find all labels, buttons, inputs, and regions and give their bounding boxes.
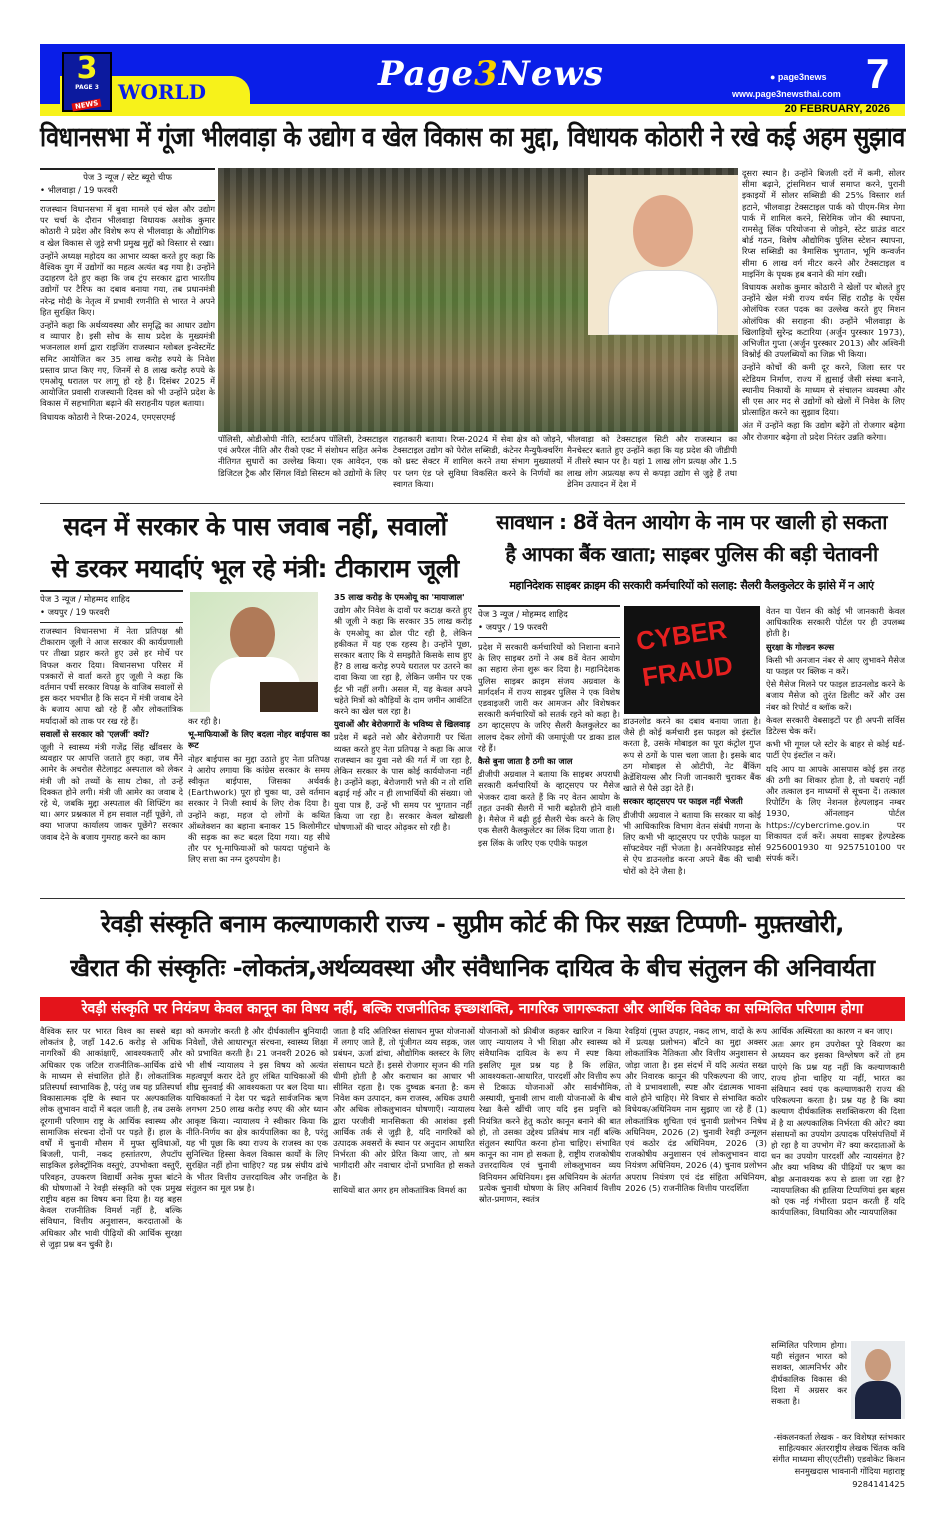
title-num: 3 (474, 54, 499, 94)
paragraph: जूली ने स्वास्थ्य मंत्री गजेंद्र सिंह खींवसर के व्यवहार पर आपत्ति जताते हुए कहा, जब मैंने आमेर के अचरोल सैटेलाइट अस्पताल को लेकर मंत्री जी को तथ्यों के साथ टोका, तो उन्हें दिक्कत होने लगी। मंत्री जी आमेर का जवाब दे रहे थे, जबकि मुद्दा अस्पताल की शिफ्टिंग का था। अगर प्रश्नकाल में हम सवाल नहीं पूछेंगे, तो क्या भाजपा कार्यालय जाकर पूछेंगे? सरकार जवाब देने के बजाय गुमराह करने का काम (40, 742, 183, 842)
story2-col1 (40, 626, 183, 896)
paragraph: राजस्थान विधानसभा में नेता प्रतिपक्ष श्री टीकाराम जूली ने आज सरकार की कार्यप्रणाली पर तीखा प्रहार करते हुए उसे हर मोर्चे पर विफल करार दिया। विधानसभा परिसर में पत्रकारों से वार्ता करते हुए जूली ने कहा कि वर्तमान पर्ची सरकार विपक्ष के वाजिब सवालों से इस कदर भयभीत है कि सदन में मंत्री जवाब देने के बजाय आपा खो रहे हैं और लोकतांत्रिक मर्यादाओं को ताक पर रख रहे हैं। (40, 626, 183, 726)
paragraph: कर रही है। (188, 716, 221, 726)
paragraph: डीजीपी अग्रवाल ने बताया कि साइबर अपराधी सरकारी कर्मचारियों के व्हाट्सएप पर मैसेज भेजकर दावा करते हैं कि नए वेतन आयोग के तहत उनकी सैलरी में भारी बढ़ोतरी होने वाली है। मैसेज में बढ़ी हुई सैलरी चेक करने के लिए एक सैलरी कैलकुलेटर का लिंक दिया जाता है। (478, 769, 620, 836)
story1-headline (40, 118, 905, 162)
story3-col1 (478, 642, 620, 896)
subheading: भू-माफियाओं के लिए बदला नोहर बाईपास का रूट (188, 729, 330, 751)
cyber-fraud-image (624, 606, 760, 714)
story3-subheadline (478, 576, 905, 596)
story3-col2 (623, 716, 761, 896)
paragraph: दूसरा स्थान है। उन्होंने बिजली दरों में कमी, सोलर सीमा बढ़ाने, ट्रांसमिशन चार्ज समाप्त करने, पुरानी इकाइयों में सोलर सब्सिडी की 25% विस्तार शर्त हटाने, भीलवाड़ा टेक्सटाइल पार्क को पीएम-मित्र मेगा पार्क में शामिल करने, सिरेमिक जोन की स्थापना, रामसेतु लिंक परियोजना से जोड़ने, स्टेट ग्राउंड वाटर बोर्ड गठन, विशेष औद्योगिक पुलिस स्टेशन स्थापना, रिप्स सब्सिडी का त्रैमासिक भुगतान, भूमि कन्वर्जन सीमा 6 लाख वर्ग मीटर करने और टेक्सटाइल व माइनिंग के पृथक हब बनाने की मांग रखी। (742, 168, 905, 279)
paragraph: वेतन या पेंशन की कोई भी जानकारी केवल आधिकारिक सरकारी पोर्टल पर ही उपलब्ध होती है। (766, 606, 905, 639)
paragraph: वैश्विक स्तर पर भारत विश्व का सबसे बड़ा लोकतंत्र है, जहाँ 142.6 करोड़ से अधिक नागरिकों की आकांक्षाएँ, आवश्यकताएँ और अधिकार एक जटिल राजनीतिक-आर्थिक ढांचे के माध्यम से संचालित होते हैं। लोकतांत्रिक प्रतिस्पर्धा स्वाभाविक है, परंतु जब यह प्रतिस्पर्धा विकासात्मक दृष्टि के स्थान पर अल्पकालिक लोक लुभावन वादों में बदल जाती है, तब उसके दूरगामी परिणाम राष्ट्र के आर्थिक स्वास्थ्य और सामाजिक संरचना दोनों पर पड़ते हैं। हाल के वर्षों में चुनावी मौसम में मुफ्त सुविधाओं, बिजली, पानी, नकद हस्तांतरण, लैपटॉप साइकिल इलेक्ट्रॉनिक वस्तुएं, उपभोक्ता वस्तुएँ, परिवहन, उपकरण विद्यार्थी अनेक मुफ्त बांटने की घोषणाओं ने रेवड़ी संस्कृति को एक प्रमुख राष्ट्रीय बहस का विषय बना दिया है। यह बहस केवल राजनीतिक विमर्श नहीं है, बल्कि संविधान, वित्तीय अनुशासन, करदाताओं के अधिकार और भावी पीढ़ियों की आर्थिक सुरक्षा से जुड़ा प्रश्न बन चुकी है। (40, 1026, 182, 1249)
paragraph: प्रदेश में बढ़ते नशे और बेरोजगारी पर चिंता व्यक्त करते हुए नेता प्रतिपक्ष ने कहा कि आज राजस्थान का युवा नशे की गर्त में जा रहा है, लेकिन सरकार के पास कोई कार्ययोजना नहीं है। उन्होंने कहा, बेरोजगारी भत्ते की न तो राशि बढ़ाई गई और न ही लाभार्थियों की संख्या। जो युवा पात्र हैं, उन्हें भी समय पर भुगतान नहीं किया जा रहा है। सरकार केवल खोखली घोषणाओं की चादर ओढ़कर सो रही है। (334, 732, 472, 833)
paragraph: केवल सरकारी वेबसाइटों पर ही अपनी सर्विस डिटेल्स चेक करें। (766, 714, 905, 737)
title-b: News (498, 54, 604, 94)
paragraph: डीजीपी अग्रवाल ने बताया कि सरकार या कोई भी आधिकारिक विभाग वेतन संबंधी गणना के लिए कभी भी व्हाट्सएप पर एपीके फाइल या सॉफ्टवेयर नहीं भेजता है। अनवेरिफाइड सोर्स से ऐप डाउनलोड करना अपने बैंक की चाबी चोरों को देने जैसा है। (623, 809, 761, 876)
paragraph: इस लिंक के जरिए एक एपीके फाइल (478, 838, 588, 849)
paragraph: आर्थिक अस्थिरता का कारण न बन जाए। (771, 1026, 893, 1036)
author-credit (771, 1432, 905, 1492)
subheading: 35 लाख करोड़ के एमओयू का 'मायाजाल' (334, 592, 465, 602)
dateline: • भीलवाड़ा / 19 फरवरी (40, 186, 118, 196)
paragraph: साथियों बात अगर हम लोकतांत्रिक विमर्श का (333, 1184, 467, 1195)
author-phone: 9284141425 (852, 1478, 905, 1489)
logo-sub: PAGE 3 (75, 84, 99, 91)
paragraph: विधायक अशोक कुमार कोठारी ने खेलों पर बोलते हुए उन्होंने खेल मंत्री राज्य वर्धन सिंह राठौड़ के एथेंस ओलंपिक रजत पदक का उल्लेख करते हुए मिशन ओलंपिक की सराहना की। उन्होंने भीलवाड़ा के खिलाड़ियों सुरेन्द्र कटारिया (अर्जुन पुरस्कार 1973), अभिजीत गुप्ता (अर्जुन पुरस्कार 2013) और अश्विनी विश्नोई की उपलब्धियों का जिक्र भी किया। (742, 282, 905, 360)
subheading: सुरक्षा के गोल्डन रूल्स (766, 641, 835, 652)
story4-col5 (625, 1026, 767, 1526)
page3-logo (62, 52, 112, 112)
story2-headline (40, 506, 470, 590)
headline-line: सावधान : 8वें वेतन आयोग के नाम पर खाली हो सकता (496, 510, 887, 534)
byline-text: पेज 3 न्यूज / मोहम्मद शाहिद (478, 610, 568, 620)
paragraph: यदि आप या आपके आसपास कोई इस तरह की ठगी का शिकार होता है, तो घबराएं नहीं और तत्काल इन माध्यमों से सूचना दें। तत्काल रिपोर्टिंग के लिए नेशनल हेल्पलाइन नम्बर 1930, ऑनलाइन पोर्टल https://cybercrime.gov.in पर शिकायत दर्ज करें। अथवा साइबर हेल्पडेस्क 9256001930 या 9257510100 पर संपर्क करें। (766, 763, 905, 864)
paragraph: राजस्थान विधानसभा में बुवा मामले एवं खेल और उद्योग पर चर्चा के दौरान भीलवाड़ा विधायक अशोक कुमार कोठारी ने प्रदेश और विशेष रूप से भीलवाड़ा के औद्योगिक व खेल विकास से जुड़े सभी प्रमुख मुद्दों को विस्तार से रखा। (40, 204, 215, 248)
logo-badge: NEWS (72, 99, 102, 112)
paragraph: प्रदेश में सरकारी कर्मचारियों को निशाना बनाने के लिए साइबर ठगों ने अब 8वें वेतन आयोग का सहारा लेना शुरू कर दिया है। महानिदेशक पुलिस साइबर क्राइम संजय अग्रवाल के मार्गदर्शन में राज्य साइबर पुलिस ने एक विशेष एडवाइजरी जारी कर आमजन और विशेषकर सरकारी कर्मचारियों को सतर्क रहने को कहा है। ठग व्हाट्सएप के जरिए सैलरी कैलकुलेटर का लालच देकर लोगों की जमापूंजी पर डाका डाल रहे हैं। (478, 642, 620, 753)
headline-text: विधानसभा में गूंजा भीलवाड़ा के उद्योग व खेल विकास का मुद्दा, विधायक कोठारी ने रखे कई अहम सुझाव (40, 122, 905, 153)
dateline: • जयपुर / 19 फरवरी (478, 623, 548, 633)
story1-col3 (393, 434, 563, 500)
story2-col3 (334, 592, 472, 896)
story3-headline (478, 506, 905, 570)
banner-text: रेवड़ी संस्कृति पर नियंत्रण केवल कानून का विषय नहीं, बल्कि राजनीतिक इच्छाशक्ति, नागरिक जागरूकता और आर्थिक विवेक का सम्मिलित परिणाम होगा (81, 1001, 864, 1017)
story4-banner (40, 997, 905, 1021)
byline-text: पेज 3 न्यूज / स्टेट ब्यूरो चीफ (83, 173, 172, 183)
paragraph: डाउनलोड करने का दबाव बनाया जाता है। जैसे ही कोई कर्मचारी इस फाइल को इंस्टॉल करता है, उसके मोबाइल का पूरा कंट्रोल गुप्त रूप से ठगों के पास चला जाता है। इसके बाद ठग मोबाइल से ओटीपी, नेट बैंकिंग क्रेडेंशियल्स और निजी जानकारी चुराकर बैंक खाते से पैसे उड़ा देते हैं। (623, 716, 761, 794)
paragraph: जाता है यदि अतिरिक्त संसाधन मुफ्त योजनाओं में लगाए जाते हैं, तो पूंजीगत व्यय सड़क, जल प्रबंधन, ऊर्जा ढांचा, औद्योगिक क्लस्टर के लिए संसाधन घटते हैं। इससे रोजगार सृजन की गति धीमी होती है और कराधान का आधार भी सीमित रहता है। एक दुष्चक्र बनता है: कम निवेश कम उत्पादन, कम राजस्व, अधिक उधारी और अधिक लोकलुभावन घोषणाएँ। न्यायालय द्वारा परजीवी मानसिकता की आशंका इसी आर्थिक तर्क से जुड़ी है, यदि नागरिकों को उत्पादक अवसरों के स्थान पर अनुदान आधारित निर्भरता की ओर प्रेरित किया जाए, तो श्रम भागीदारी और नवाचार दोनों प्रभावित हो सकते हैं। (333, 1026, 475, 1182)
logo-number: 3 (76, 51, 98, 86)
story2-byline (40, 590, 183, 623)
image-text: FRAUD (640, 649, 735, 693)
paragraph: रेवड़ियां (मुफ्त उपहार, नकद लाभ, वादों के रूप में प्रत्यक्ष प्रलोभन) बाँटने का मुद्दा अक्सर लोकतांत्रिक नैतिकता और वित्तीय अनुशासन से जोड़ा जाता है। इस संदर्भ में यदि अत्यंत सख्त और निवारक कानून की परिकल्पना की जाए, तो वे प्रभावशाली, स्पष्ट और दंडात्मक भावना वाले होने चाहिए। मेरे विचार से संभावित कठोर विधेयक/अधिनियम नाम सुझाए जा रहे हैं (1) लोकतांत्रिक शुचिता एवं चुनावी प्रलोभन निषेध अधिनियम, 2026 (2) चुनावी रेवड़ी उन्मूलन एवं कठोर दंड अधिनियम, 2026 (3) राजकोषीय अनुशासन एवं लोकलुभावन वादा नियंत्रण अधिनियम, 2026 (4) चुनाव प्रलोभन अपराध नियंत्रण एवं दंड संहिता अधिनियम, 2026 (5) राजनीतिक वित्तीय पारदर्शिता (625, 1026, 767, 1193)
headline-line: खैरात की संस्कृतिः -लोकतंत्र,अर्थव्यवस्था और संवैधानिक दायित्व के बीच संतुलन की अनिवार्यता (70, 954, 875, 982)
byline-text: पेज 3 न्यूज / मोहम्मद शाहिद (40, 595, 130, 605)
dateline: • जयपुर / 19 फरवरी (40, 608, 110, 618)
paragraph: नोहर बाईपास का मुद्दा उठाते हुए नेता प्रतिपक्ष ने आरोप लगाया कि कांग्रेस सरकार के समय स्वीकृत बाईपास, जिसका अर्थवर्क (Earthwork) पूरा हो चुका था, उसे वर्तमान सरकार ने निजी स्वार्थ के लिए रोक दिया है। उन्होंने कहा, महज दो लोगों के कथित ऑब्जेक्शन का बहाना बनाकर 15 किलोमीटर की सड़क का रूट बदल दिया गया। यह सीधे तौर पर भू-माफियाओं को फायदा पहुंचाने के लिए सत्ता का नग्न दुरुपयोग है। (188, 753, 330, 865)
image-text: CYBER (634, 613, 729, 657)
paragraph: को कमजोर करती है और दीर्घकालीन बुनियादी निवेशों, जैसे आधारभूत संरचना, स्वास्थ्य शिक्षा को प्रभावित करती है। 21 जनवरी 2026 को भी शीर्ष न्यायालय ने इस विषय को अत्यंत महत्वपूर्ण करार देते हुए लंबित याचिकाओं की शीघ्र सुनवाई की आवश्यकता पर बल दिया था। याचिकाकर्ता ने देश पर चढ़ते सार्वजनिक ऋण लगभग 250 लाख करोड़ रुपए की ओर ध्यान आकृष्ट किया। न्यायालय ने स्वीकार किया कि नीति-निर्णय का क्षेत्र कार्यपालिका का है, परंतु यह भी पूछा कि क्या राज्य के राजस्व का एक सुनिश्चित हिस्सा केवल विकास कार्यों के लिए सुरक्षित नहीं होना चाहिए? यह प्रश्न संघीय ढांचे के भीतर वित्तीय उत्तरदायित्व और जनहित के संतुलन का मूल प्रश्न है। (186, 1026, 328, 1193)
story4-col1 (40, 1026, 182, 1526)
story1-col2 (218, 434, 388, 500)
story1-col1 (40, 204, 215, 499)
paragraph: अंत में उन्होंने कहा कि उद्योग बढ़ेंगे तो रोजगार बढ़ेगा और रोजगार बढ़ेगा तो प्रदेश निरंतर उन्नति करेगा। (742, 420, 905, 442)
subheading: कैसे बुना जाता है ठगी का जाल (478, 756, 573, 767)
paragraph: उन्होंने अध्यक्ष महोदय का आभार व्यक्त करते हुए कहा कि वैश्विक युग में उद्योगों का महत्व अत्यंत बढ़ गया है। उन्होंने उदाहरण देते हुए कहा कि जब ट्रंप सरकार द्वारा भारतीय उद्योगों पर टैरिफ का दबाव बनाया गया, तब प्रधानमंत्री नरेन्द्र मोदी के नेतृत्व में प्रभावी रणनीति से भारत ने अपने हित सुरक्षित किए। (40, 250, 215, 317)
story4-col4 (479, 1026, 621, 1526)
story3-byline (478, 605, 620, 638)
paragraph: राहतकारी बताया। रिप्स-2024 में सेवा क्षेत्र को जोड़ने, टेक्सटाइल उद्योग को पेरोल सब्सिडी, कंटेनर मैन्युफैक्चरिंग को थ्रस्ट सेक्टर में शामिल करने तथा संभाग मुख्यालयों पर प्लग एंड प्ले सुविधा विकसित करने के निर्णयों का स्वागत किया। (393, 434, 563, 489)
story4-headline (40, 902, 905, 990)
paragraph: किसी भी अनजान नंबर से आए लुभावने मैसेज या फाइल पर क्लिक न करें। (766, 654, 905, 677)
mla-portrait (588, 175, 738, 335)
website-link[interactable]: www.page3newsthai.com (732, 89, 841, 99)
story2-col2 (188, 716, 330, 896)
social-handle: ● page3news (770, 72, 827, 82)
headline-line: रेवड़ी संस्कृति बनाम कल्याणकारी राज्य - सुप्रीम कोर्ट की फिर सख़्त टिप्पणी- मुफ़्तखोरी, (101, 910, 844, 938)
paragraph: सम्मिलित परिणाम होगा। यही संतुलन भारत को सशक्त, आत्मनिर्भर और दीर्घकालिक विकास की दिशा में अग्रसर कर सकता है। (771, 1340, 847, 1407)
story4-col6-end (771, 1340, 847, 1430)
jully-photo (190, 592, 318, 712)
story4-col2 (186, 1026, 328, 1526)
paragraph: अतः अगर हम उपरोक्त पूरे विवरण का अध्ययन कर इसका विश्लेषण करें तो हम पाएंगे कि प्रश्न यह नहीं कि कल्याणकारी राज्य होना चाहिए या नहीं, भारत का संविधान स्वयं एक कल्याणकारी राज्य की परिकल्पना करता है। प्रश्न यह है कि क्या कल्याण दीर्घकालिक सशक्तिकरण की दिशा में है या अल्पकालिक निर्भरता की ओर? क्या संसाधनों का उपयोग उत्पादक परिसंपत्तियों में हो रहा है या उपभोग में? क्या करदाताओं के धन का उपयोग पारदर्शी और न्यायसंगत है? और क्या भविष्य की पीढ़ियों पर ऋण का बोझ अनावश्यक रूप से डाला जा रहा है? न्यायपालिका की हालिया टिप्पणियां इस बहस को एक नई गंभीरता प्रदान करती हैं यदि कार्यपालिका, विधायिका और न्यायपालिका (771, 1039, 905, 1218)
paragraph: उद्योग और निवेश के दावों पर कटाक्ष करते हुए श्री जूली ने कहा कि सरकार 35 लाख करोड़ के एमओयू का ढोल पीट रही है, लेकिन हकीकत में यह एक रहस्य है। उन्होंने पूछा, सरकार बताए कि ये समझौते किसके साथ हुए हैं? 8 लाख करोड़ रुपये धरातल पर उतरने का दावा किया जा रहा है, लेकिन जमीन पर एक ईंट भी नहीं लगी। असल में, यह केवल अपने चहेते मित्रों को कौड़ियों के दाम जमीन आवंटित करने का खेल चल रहा है। (334, 605, 472, 717)
divider (40, 898, 905, 899)
subheading: सवालों से सरकार को 'एलर्जी' क्यों? (40, 728, 150, 739)
section-label: WORLD (118, 80, 206, 104)
author-text: -संकलनकर्ता लेखक - कर विशेषज्ञ स्तंभकार साहित्यकार अंतरराष्ट्रीय लेखक चिंतक कवि संगीत माध्यमा सीए(एटीसी) एडवोकेट किशन सनमुखदास भावनानी गोंदिया महाराष्ट्र (772, 1432, 905, 1476)
headline-line: से डरकर मयार्दाएं भूल रहे मंत्री: टीकाराम जूली (51, 554, 459, 583)
paragraph: उन्होंने कहा कि अर्थव्यवस्था और समृद्धि का आधार उद्योग व व्यापार है। इसी सोच के साथ प्रदेश के मुख्यमंत्री भजनलाल शर्मा द्वारा राइजिंग राजस्थान ग्लोबल इन्वेस्टमेंट समिट आयोजित कर 35 लाख करोड़ रुपये के निवेश प्रस्ताव प्राप्त किए गए, जिनमें से 8 लाख करोड़ रुपये के एमओयू धरातल पर लागू हो रहे हैं। दिसंबर 2025 में आयोजित प्रवासी राजस्थानी दिवस को भी उन्होंने प्रदेश के विकास में सहभागिता बढ़ाने की सराहनीय पहल बताया। (40, 320, 215, 409)
newspaper-title (378, 54, 604, 94)
subheading: सरकार व्हाट्सएप पर फाइल नहीं भेजती (623, 796, 743, 807)
subheadline-text: महानिदेशक साइबर क्राइम की सरकारी कर्मचारियों को सलाह: सैलरी कैलकुलेटर के झांसे में न आएं (509, 579, 874, 592)
paragraph: ऐसे मैसेज मिलने पर फाइल डाउनलोड करने के बजाय मैसेज को तुरंत डिलीट करें और उस नंबर को रिपोर्ट व ब्लॉक करें। (766, 679, 905, 712)
story1-byline (40, 168, 215, 201)
story4-col6 (771, 1026, 905, 1336)
paragraph: भीलवाड़ा को टेक्सटाइल सिटी और राजस्थान का मैनचेस्टर बताते हुए उन्होंने कहा कि यह प्रदेश की जीडीपी में तीसरे स्थान पर है। यहां 1 लाख लोग प्रत्यक्ष और 1.5 लाख लोग अप्रत्यक्ष रूप से कपड़ा उद्योग से जुड़े हैं तथा डेनिम उत्पादन में देश में (567, 434, 737, 489)
divider (40, 503, 905, 504)
headline-line: सदन में सरकार के पास जवाब नहीं, सवालों (63, 512, 447, 541)
paragraph: विधायक कोठारी ने रिप्स-2024, एमएसएमई (40, 411, 176, 422)
paragraph: कभी भी गूगल प्ले स्टोर के बाहर से कोई थर्ड-पार्टी ऐप इंस्टॉल न करें। (766, 739, 905, 761)
assembly-photo (218, 168, 738, 432)
headline-line: है आपका बैंक खाता; साइबर पुलिस की बड़ी चेतावनी (505, 542, 878, 566)
paragraph: उन्होंने कोचों की कमी दूर करने, जिला स्तर पर स्टेडियम निर्माण, राज्य में ह्यसाई जैसी संस्था बनाने, स्थानीय निकायों के माध्यम से संचालन व्यवस्था और सी एस आर मद से उद्योगों को खेलों में निवेश के लिए प्रोत्साहित करने का सुझाव दिया। (742, 362, 905, 418)
author-photo (851, 1341, 905, 1419)
story3-col3 (766, 606, 905, 896)
title-a: Page (378, 54, 475, 94)
issue-date: 20 FEBRUARY, 2026 (784, 103, 890, 115)
page-number: 7 (866, 50, 890, 97)
paragraph: योजनाओं को फ्रीबीज कहकर खारिज न किया जाए न्यायालय ने भी शिक्षा और स्वास्थ्य को संवैधानिक दायित्व के रूप में स्पष्ट किया इसलिए मूल प्रश्न यह है कि लक्षित, आवश्यकता-आधारित, पारदर्शी और वित्तीय रूप से टिकाऊ योजनाओं और सार्वभौमिक, अस्थायी, चुनावी लाभ वाली योजनाओं के बीच रेखा कैसे खींची जाए यदि इस प्रवृत्ति को नियंत्रित करने हेतु कठोर कानून बनाने की बात हो, तो उसका उद्देश्य प्रतिबंध मात्र नहीं बल्कि संतुलन स्थापित करना होना चाहिए। संभावित कानून का नाम हो सकता है, राष्ट्रीय राजकोषीय उत्तरदायित्व एवं चुनावी लोकलुभावन व्यय विनियमन अधिनियम। इस अधिनियम के अंतर्गत प्रत्येक चुनावी घोषणा के लिए अनिवार्य वित्तीय स्रोत-प्रमाणन, स्वतंत्र (479, 1026, 621, 1205)
subheading: युवाओं और बेरोजगारों के भविष्य से खिलवाड़ (334, 719, 471, 730)
story4-col3 (333, 1026, 475, 1526)
story1-col5 (742, 168, 905, 500)
story1-col4 (567, 434, 737, 500)
paragraph: पॉलिसी, ओडीओपी नीति, स्टार्टअप पॉलिसी, टेक्सटाइल एवं अपैरल नीति और रीको एक्ट में संशोधन सहित अनेक नीतिगत सुधारों का उल्लेख किया। एक आवेदन, एक डिजिटल ट्रैक और सिंगल विंडो सिस्टम को उद्योगों के लिए (218, 434, 388, 478)
